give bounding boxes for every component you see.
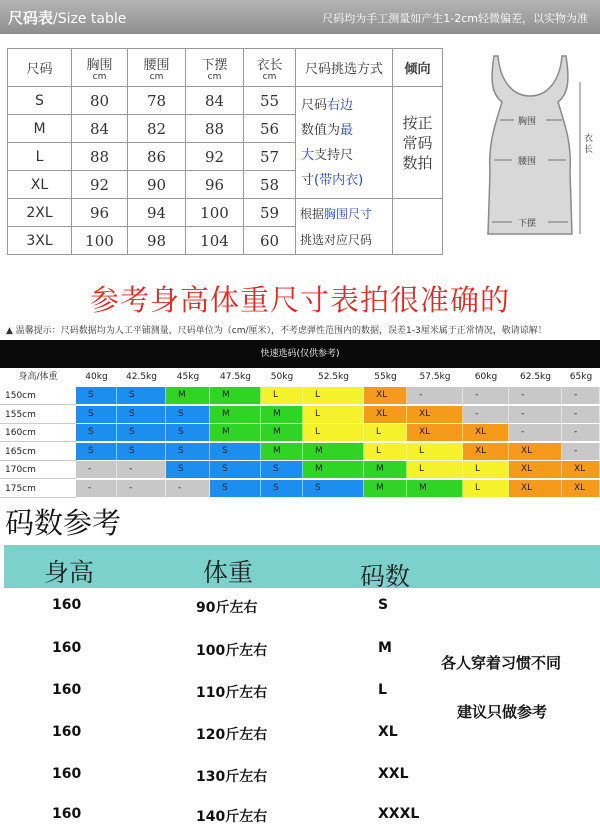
hem-cell: 100 xyxy=(186,199,244,227)
chest-cell: 96 xyxy=(72,199,128,227)
reference-height: 160 xyxy=(52,640,82,656)
reference-weight: 100斤左右 xyxy=(196,643,268,659)
tendency-text: 按正常码数拍 xyxy=(402,113,433,172)
chest-cell: 100 xyxy=(72,227,128,255)
height-label: 155cm xyxy=(0,406,76,424)
size-cell: - xyxy=(166,480,210,497)
length-cell: 55 xyxy=(244,87,296,115)
header-chest xyxy=(72,49,128,87)
size-cell: M xyxy=(261,406,303,423)
size-cell: M xyxy=(303,461,364,478)
diagram-chest-label: 胸围 xyxy=(518,117,537,127)
size-cell: XL xyxy=(509,461,562,478)
size-cell: M xyxy=(261,424,303,441)
method-note-highlight: 右边 xyxy=(327,97,354,113)
size-table-title xyxy=(8,7,126,28)
size-table-header-row xyxy=(8,49,443,87)
size-cell: XL xyxy=(8,171,72,199)
waist-cell: 98 xyxy=(128,227,186,255)
size-cell: - xyxy=(509,424,562,441)
weight-header: 62.5kg xyxy=(520,372,551,382)
size-cell: M xyxy=(166,387,210,404)
warm-tip: ▲ 温馨提示：尺码数据均为人工平铺测量，尺码单位为（cm/厘米），不考虑弹性范围内的数据，误差1-3厘米属于正常情况，敬请谅解！ xyxy=(6,326,547,336)
reference-title: 码数参考 xyxy=(5,506,122,540)
size-cell: M xyxy=(8,115,72,143)
weight-header: 55kg xyxy=(374,372,397,382)
weight-header: 52.5kg xyxy=(318,372,349,382)
height-label: 170cm xyxy=(0,461,76,479)
height-label: 165cm xyxy=(0,443,76,461)
quick-chart-corner: 身高/体重 xyxy=(18,372,58,382)
hem-cell: 96 xyxy=(186,171,244,199)
chest-cell: 84 xyxy=(72,115,128,143)
header-method: 尺码挑选方式 xyxy=(296,49,393,87)
size-cell: S xyxy=(210,461,261,478)
reference-header-weight: 体重 xyxy=(203,558,254,587)
size-cell: L xyxy=(261,387,303,404)
size-cell: - xyxy=(76,461,117,478)
header-hem-unit: cm xyxy=(207,71,222,82)
size-cell: XL xyxy=(509,443,562,460)
size-cell: S xyxy=(76,387,117,404)
size-cell: S xyxy=(303,480,364,497)
size-cell: S xyxy=(117,387,166,404)
reference-size: M xyxy=(378,640,392,656)
size-cell: XL xyxy=(463,424,509,441)
quick-chart-title: 快速选码(仅供参考) xyxy=(0,340,600,368)
tendency-cell xyxy=(393,87,443,199)
headline: 参考身高体重尺寸表拍很准确的 xyxy=(89,283,510,317)
method-note xyxy=(296,87,393,199)
chest-cell: 88 xyxy=(72,143,128,171)
size-cell: S xyxy=(76,406,117,423)
waist-cell: 94 xyxy=(128,199,186,227)
header-waist xyxy=(128,49,186,87)
size-cell: - xyxy=(117,461,166,478)
diagram-waist-label: 腰围 xyxy=(518,157,537,167)
header-hem xyxy=(186,49,244,87)
size-cell: M xyxy=(364,461,407,478)
size-panel xyxy=(0,34,600,274)
header-waist-label: 腰围 xyxy=(143,57,170,73)
size-cell: M xyxy=(407,480,463,497)
size-cell: M xyxy=(364,480,407,497)
chest-cell: 80 xyxy=(72,87,128,115)
reference-size: XL xyxy=(378,724,398,740)
quick-chart-grid xyxy=(0,387,600,498)
size-cell: XL xyxy=(463,443,509,460)
size-cell: L xyxy=(463,461,509,478)
waist-cell: 90 xyxy=(128,171,186,199)
size-cell: M xyxy=(210,424,261,441)
size-cell: S xyxy=(117,424,166,441)
size-cell: S xyxy=(8,87,72,115)
reference-height: 160 xyxy=(52,766,82,782)
reference-size: L xyxy=(378,682,387,698)
size-cell: S xyxy=(117,443,166,460)
weight-header: 57.5kg xyxy=(419,372,451,382)
size-cell: L xyxy=(364,424,407,441)
reference-note-2: 建议只做参考 xyxy=(457,703,548,721)
size-cell: - xyxy=(463,387,509,404)
size-cell: XL xyxy=(364,406,407,423)
reference-size: S xyxy=(378,597,389,613)
reference-header-size: 码数 xyxy=(360,562,411,591)
header-length xyxy=(244,49,296,87)
size-cell: L xyxy=(364,443,407,460)
method-note-text: 支持尺 xyxy=(314,147,354,163)
header-tendency: 倾向 xyxy=(393,49,443,87)
size-cell: XL xyxy=(562,461,600,478)
size-cell: M xyxy=(303,443,364,460)
size-cell: XL xyxy=(407,406,463,423)
weight-header: 65kg xyxy=(569,372,593,382)
method-note-highlight: 最 xyxy=(340,122,354,138)
reference-note-1: 各人穿着习惯不同 xyxy=(441,654,562,672)
hem-cell: 84 xyxy=(186,87,244,115)
size-table xyxy=(7,48,443,255)
size-cell: L xyxy=(8,143,72,171)
size-cell: L xyxy=(303,424,364,441)
reference-height: 160 xyxy=(52,597,82,613)
size-cell: XL xyxy=(364,387,407,404)
header-length-label: 衣长 xyxy=(256,57,283,73)
reference-weight: 110斤左右 xyxy=(196,685,268,701)
size-cell: L xyxy=(463,480,509,497)
size-cell: S xyxy=(76,443,117,460)
size-cell: S xyxy=(166,443,210,460)
length-cell: 57 xyxy=(244,143,296,171)
tendency-empty-cell xyxy=(393,199,443,255)
hem-cell: 88 xyxy=(186,115,244,143)
waist-cell: 82 xyxy=(128,115,186,143)
size-cell: S xyxy=(261,480,303,497)
size-cell: - xyxy=(509,406,562,423)
method-note-text: 寸 xyxy=(301,172,315,188)
size-cell: XL xyxy=(509,480,562,497)
length-cell: 58 xyxy=(244,171,296,199)
quick-chart-header-row xyxy=(0,368,600,387)
size-cell: - xyxy=(407,387,463,404)
size-cell: L xyxy=(407,443,463,460)
size-row xyxy=(8,199,443,227)
size-cell: XL xyxy=(562,480,600,497)
chest-cell: 92 xyxy=(72,171,128,199)
reference-size: XXL xyxy=(378,766,409,782)
size-cell: L xyxy=(303,406,364,423)
size-cell: S xyxy=(261,461,303,478)
weight-header: 50kg xyxy=(270,372,294,382)
size-row xyxy=(8,87,443,115)
title-cn: 尺码表 xyxy=(8,9,54,27)
size-cell: M xyxy=(210,406,261,423)
size-cell: - xyxy=(76,480,117,497)
header-length-unit: cm xyxy=(262,71,277,82)
weight-header: 47.5kg xyxy=(220,372,251,382)
length-cell: 59 xyxy=(244,199,296,227)
method-note-text: 根据 xyxy=(300,206,325,221)
reference-weight: 140斤左右 xyxy=(196,809,268,825)
reference-size: XXXL xyxy=(378,806,420,822)
header-hem-label: 下摆 xyxy=(201,57,228,73)
size-cell: - xyxy=(117,480,166,497)
length-cell: 56 xyxy=(244,115,296,143)
hem-cell: 104 xyxy=(186,227,244,255)
size-table-header xyxy=(0,0,600,34)
method-note-highlight: (带内衣) xyxy=(314,172,364,188)
measurement-note: 尺码均为手工测量如产生1-2cm轻微偏差，以实物为准 xyxy=(322,12,588,25)
weight-header: 42.5kg xyxy=(126,372,157,382)
tank-top-diagram xyxy=(472,52,598,264)
method-note-text: 数值为 xyxy=(301,122,341,138)
size-cell: S xyxy=(117,406,166,423)
size-cell: - xyxy=(562,406,600,423)
length-cell: 60 xyxy=(244,227,296,255)
size-cell: - xyxy=(562,443,600,460)
method-note-highlight: 大 xyxy=(301,147,315,163)
reference-height: 160 xyxy=(52,724,82,740)
size-cell: S xyxy=(210,480,261,497)
weight-header: 45kg xyxy=(176,372,200,382)
size-cell: L xyxy=(407,461,463,478)
height-label: 175cm xyxy=(0,480,76,498)
header-size: 尺码 xyxy=(8,49,72,87)
size-cell: - xyxy=(463,406,509,423)
method-note-2 xyxy=(296,199,393,255)
height-label: 150cm xyxy=(0,387,76,405)
size-cell: S xyxy=(210,443,261,460)
header-chest-label: 胸围 xyxy=(86,57,113,73)
size-cell: - xyxy=(562,424,600,441)
diagram-length-label: 衣长 xyxy=(584,134,594,155)
diagram-hem-label: 下摆 xyxy=(518,219,537,229)
method-note-text: 挑选对应尺码 xyxy=(300,232,373,247)
method-note-text: 尺码 xyxy=(301,97,328,113)
size-cell: S xyxy=(166,461,210,478)
reference-height: 160 xyxy=(52,806,82,822)
size-cell: XL xyxy=(407,424,463,441)
size-cell: M xyxy=(261,443,303,460)
reference-weight: 120斤左右 xyxy=(196,727,268,743)
waist-cell: 78 xyxy=(128,87,186,115)
height-label: 160cm xyxy=(0,424,76,442)
size-cell: M xyxy=(210,387,261,404)
weight-header: 60kg xyxy=(474,372,498,382)
size-cell: 3XL xyxy=(8,227,72,255)
reference-header-height: 身高 xyxy=(44,558,95,587)
reference-weight: 130斤左右 xyxy=(196,769,268,785)
size-cell: 2XL xyxy=(8,199,72,227)
header-waist-unit: cm xyxy=(149,71,164,82)
method-note-highlight: 胸围尺寸 xyxy=(324,206,373,221)
size-cell: - xyxy=(509,387,562,404)
weight-header: 40kg xyxy=(85,372,108,382)
reference-weight: 90斤左右 xyxy=(196,600,258,616)
header-chest-unit: cm xyxy=(92,71,107,82)
size-cell: S xyxy=(166,406,210,423)
size-cell: S xyxy=(76,424,117,441)
size-cell: S xyxy=(166,424,210,441)
size-cell: - xyxy=(562,387,600,404)
title-en: /Size table xyxy=(53,11,127,27)
waist-cell: 86 xyxy=(128,143,186,171)
hem-cell: 92 xyxy=(186,143,244,171)
reference-height: 160 xyxy=(52,682,82,698)
size-cell: L xyxy=(303,387,364,404)
